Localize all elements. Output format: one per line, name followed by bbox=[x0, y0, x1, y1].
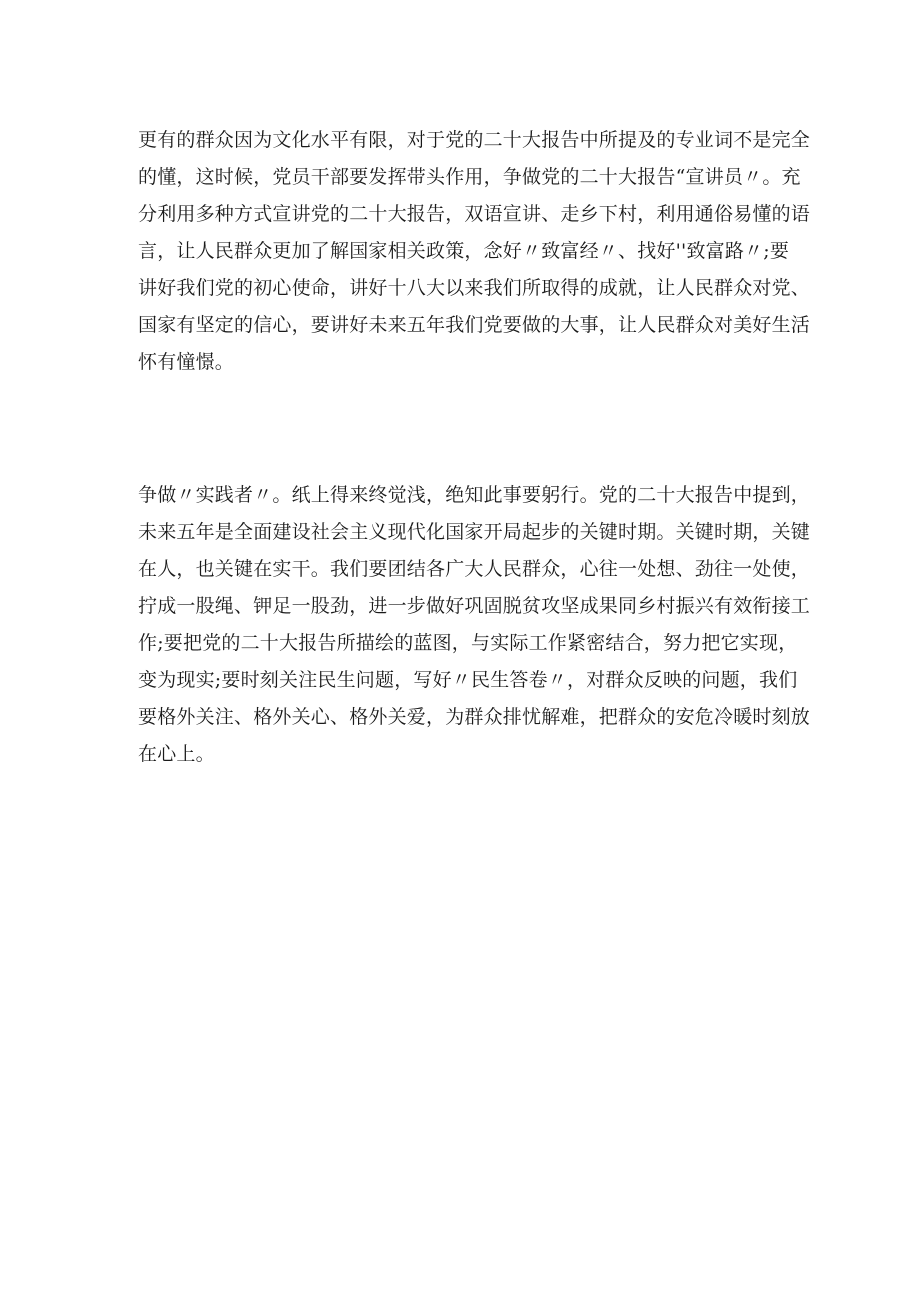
text-line: 更有的群众因为文化水平有限，对于党的二十大报告中所提及的专业词不是完全 bbox=[138, 129, 811, 151]
text-line: 怀有憧憬。 bbox=[138, 351, 235, 373]
text-line: 变为现实;要时刻关注民生问题，写好〃民生答卷〃，对群众反映的问题，我们 bbox=[138, 669, 798, 691]
text-line: 的懂，这时候，党员干部要发挥带头作用，争做党的二十大报告“宣讲员〃。充 bbox=[138, 166, 801, 188]
body-paragraph bbox=[138, 122, 811, 381]
text-line: 作;要把党的二十大报告所描绘的蓝图，与实际工作紧密结合，努力把它实现， bbox=[138, 632, 798, 654]
text-line: 未来五年是全面建设社会主义现代化国家开局起步的关键时期。关键时期，关键 bbox=[138, 521, 811, 543]
text-line: 在人，也关键在实干。我们要团结各广大人民群众，心往一处想、劲往一处使， bbox=[138, 558, 811, 580]
text-line: 讲好我们党的初心使命，讲好十八大以来我们所取得的成就，让人民群众对党、 bbox=[138, 277, 811, 299]
body-paragraph bbox=[138, 477, 811, 773]
text-line: 在心上。 bbox=[138, 743, 215, 765]
text-line: 拧成一股绳、钾足一股劲，进一步做好巩固脱贫攻坚成果同乡村振兴有效衔接工 bbox=[138, 595, 811, 617]
text-line: 争做〃实践者〃。纸上得来终觉浅，绝知此事要躬行。党的二十大报告中提到， bbox=[138, 484, 811, 506]
text-line: 言，让人民群众更加了解国家相关政策，念好〃致富经〃、找好''致富路〃;要 bbox=[138, 240, 790, 262]
text-line: 国家有坚定的信心，要讲好未来五年我们党要做的大事，让人民群众对美好生活 bbox=[138, 314, 811, 336]
text-line: 要格外关注、格外关心、格外关爱，为群众排忧解难，把群众的安危冷暖时刻放 bbox=[138, 706, 811, 728]
text-line: 分利用多种方式宣讲党的二十大报告，双语宣讲、走乡下村，利用通俗易懂的语 bbox=[138, 203, 811, 225]
